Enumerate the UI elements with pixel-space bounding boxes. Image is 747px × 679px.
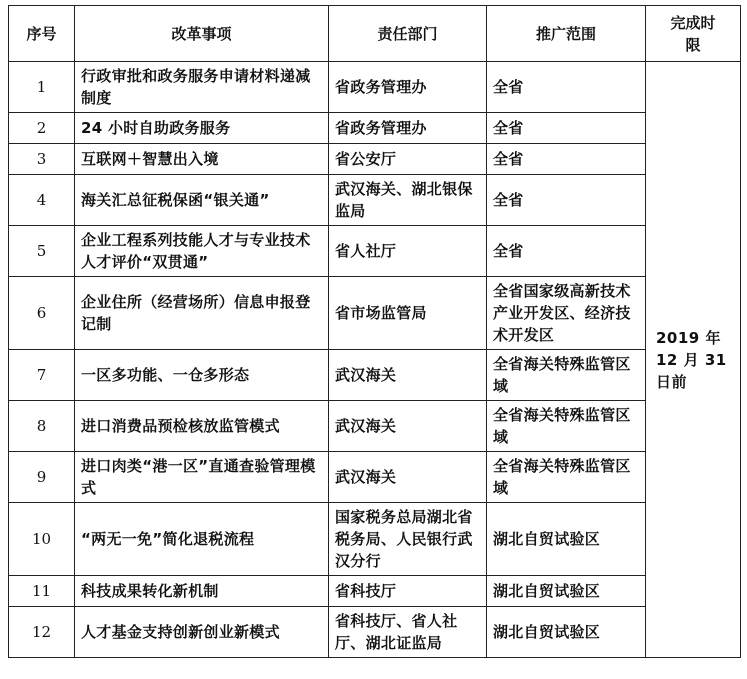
row-dept: 武汉海关: [329, 452, 487, 503]
table-header-row: [9, 6, 741, 62]
row-scope: 全省国家级高新技术产业开发区、经济技术开发区: [487, 277, 646, 350]
deadline-cell: 2019 年 12 月 31 日前: [646, 62, 741, 658]
row-scope: 全省海关特殊监管区域: [487, 350, 646, 401]
row-no: 4: [9, 175, 75, 226]
table-row: [9, 401, 741, 452]
row-dept: 省科技厅: [329, 576, 487, 607]
row-scope: 全省: [487, 226, 646, 277]
reform-table-container: [8, 5, 740, 658]
row-no: 9: [9, 452, 75, 503]
row-no: 6: [9, 277, 75, 350]
table-row: [9, 503, 741, 576]
table-row: [9, 576, 741, 607]
row-item: 人才基金支持创新创业新模式: [75, 607, 329, 658]
row-scope: 湖北自贸试验区: [487, 607, 646, 658]
row-item: 互联网＋智慧出入境: [75, 144, 329, 175]
row-scope: 全省海关特殊监管区域: [487, 452, 646, 503]
row-no: 8: [9, 401, 75, 452]
row-scope: 全省: [487, 144, 646, 175]
row-no: 1: [9, 62, 75, 113]
row-item: “两无一免”简化退税流程: [75, 503, 329, 576]
table-row: [9, 113, 741, 144]
row-item: 行政审批和政务服务申请材料递减制度: [75, 62, 329, 113]
table-row: [9, 175, 741, 226]
header-item: 改革事项: [75, 6, 329, 62]
header-no: 序号: [9, 6, 75, 62]
row-no: 2: [9, 113, 75, 144]
row-no: 11: [9, 576, 75, 607]
row-dept: 省公安厅: [329, 144, 487, 175]
row-item: 科技成果转化新机制: [75, 576, 329, 607]
table-row: [9, 277, 741, 350]
row-dept: 武汉海关: [329, 401, 487, 452]
header-deadline: 完成时限: [646, 6, 741, 62]
row-item: 企业住所（经营场所）信息申报登记制: [75, 277, 329, 350]
row-dept: 省科技厅、省人社厅、湖北证监局: [329, 607, 487, 658]
row-dept: 省人社厅: [329, 226, 487, 277]
row-dept: 省市场监管局: [329, 277, 487, 350]
header-scope: 推广范围: [487, 6, 646, 62]
header-dept: 责任部门: [329, 6, 487, 62]
table-row: [9, 350, 741, 401]
row-scope: 全省海关特殊监管区域: [487, 401, 646, 452]
row-no: 7: [9, 350, 75, 401]
row-scope: 全省: [487, 113, 646, 144]
row-no: 3: [9, 144, 75, 175]
row-dept: 省政务管理办: [329, 62, 487, 113]
row-scope: 全省: [487, 62, 646, 113]
row-item: 企业工程系列技能人才与专业技术人才评价“双贯通”: [75, 226, 329, 277]
reform-items-table: [8, 5, 741, 658]
table-row: [9, 607, 741, 658]
row-scope: 湖北自贸试验区: [487, 503, 646, 576]
row-scope: 全省: [487, 175, 646, 226]
row-no: 12: [9, 607, 75, 658]
row-dept: 省政务管理办: [329, 113, 487, 144]
row-dept: 国家税务总局湖北省税务局、人民银行武汉分行: [329, 503, 487, 576]
table-row: [9, 452, 741, 503]
row-item: 一区多功能、一仓多形态: [75, 350, 329, 401]
row-dept: 武汉海关: [329, 350, 487, 401]
row-item: 进口肉类“港一区”直通查验管理模式: [75, 452, 329, 503]
row-no: 10: [9, 503, 75, 576]
row-dept: 武汉海关、湖北银保监局: [329, 175, 487, 226]
row-item: 进口消费品预检核放监管模式: [75, 401, 329, 452]
row-no: 5: [9, 226, 75, 277]
row-item: 24 小时自助政务服务: [75, 113, 329, 144]
table-row: [9, 226, 741, 277]
row-item: 海关汇总征税保函“银关通”: [75, 175, 329, 226]
row-scope: 湖北自贸试验区: [487, 576, 646, 607]
table-row: [9, 144, 741, 175]
table-row: [9, 62, 741, 113]
